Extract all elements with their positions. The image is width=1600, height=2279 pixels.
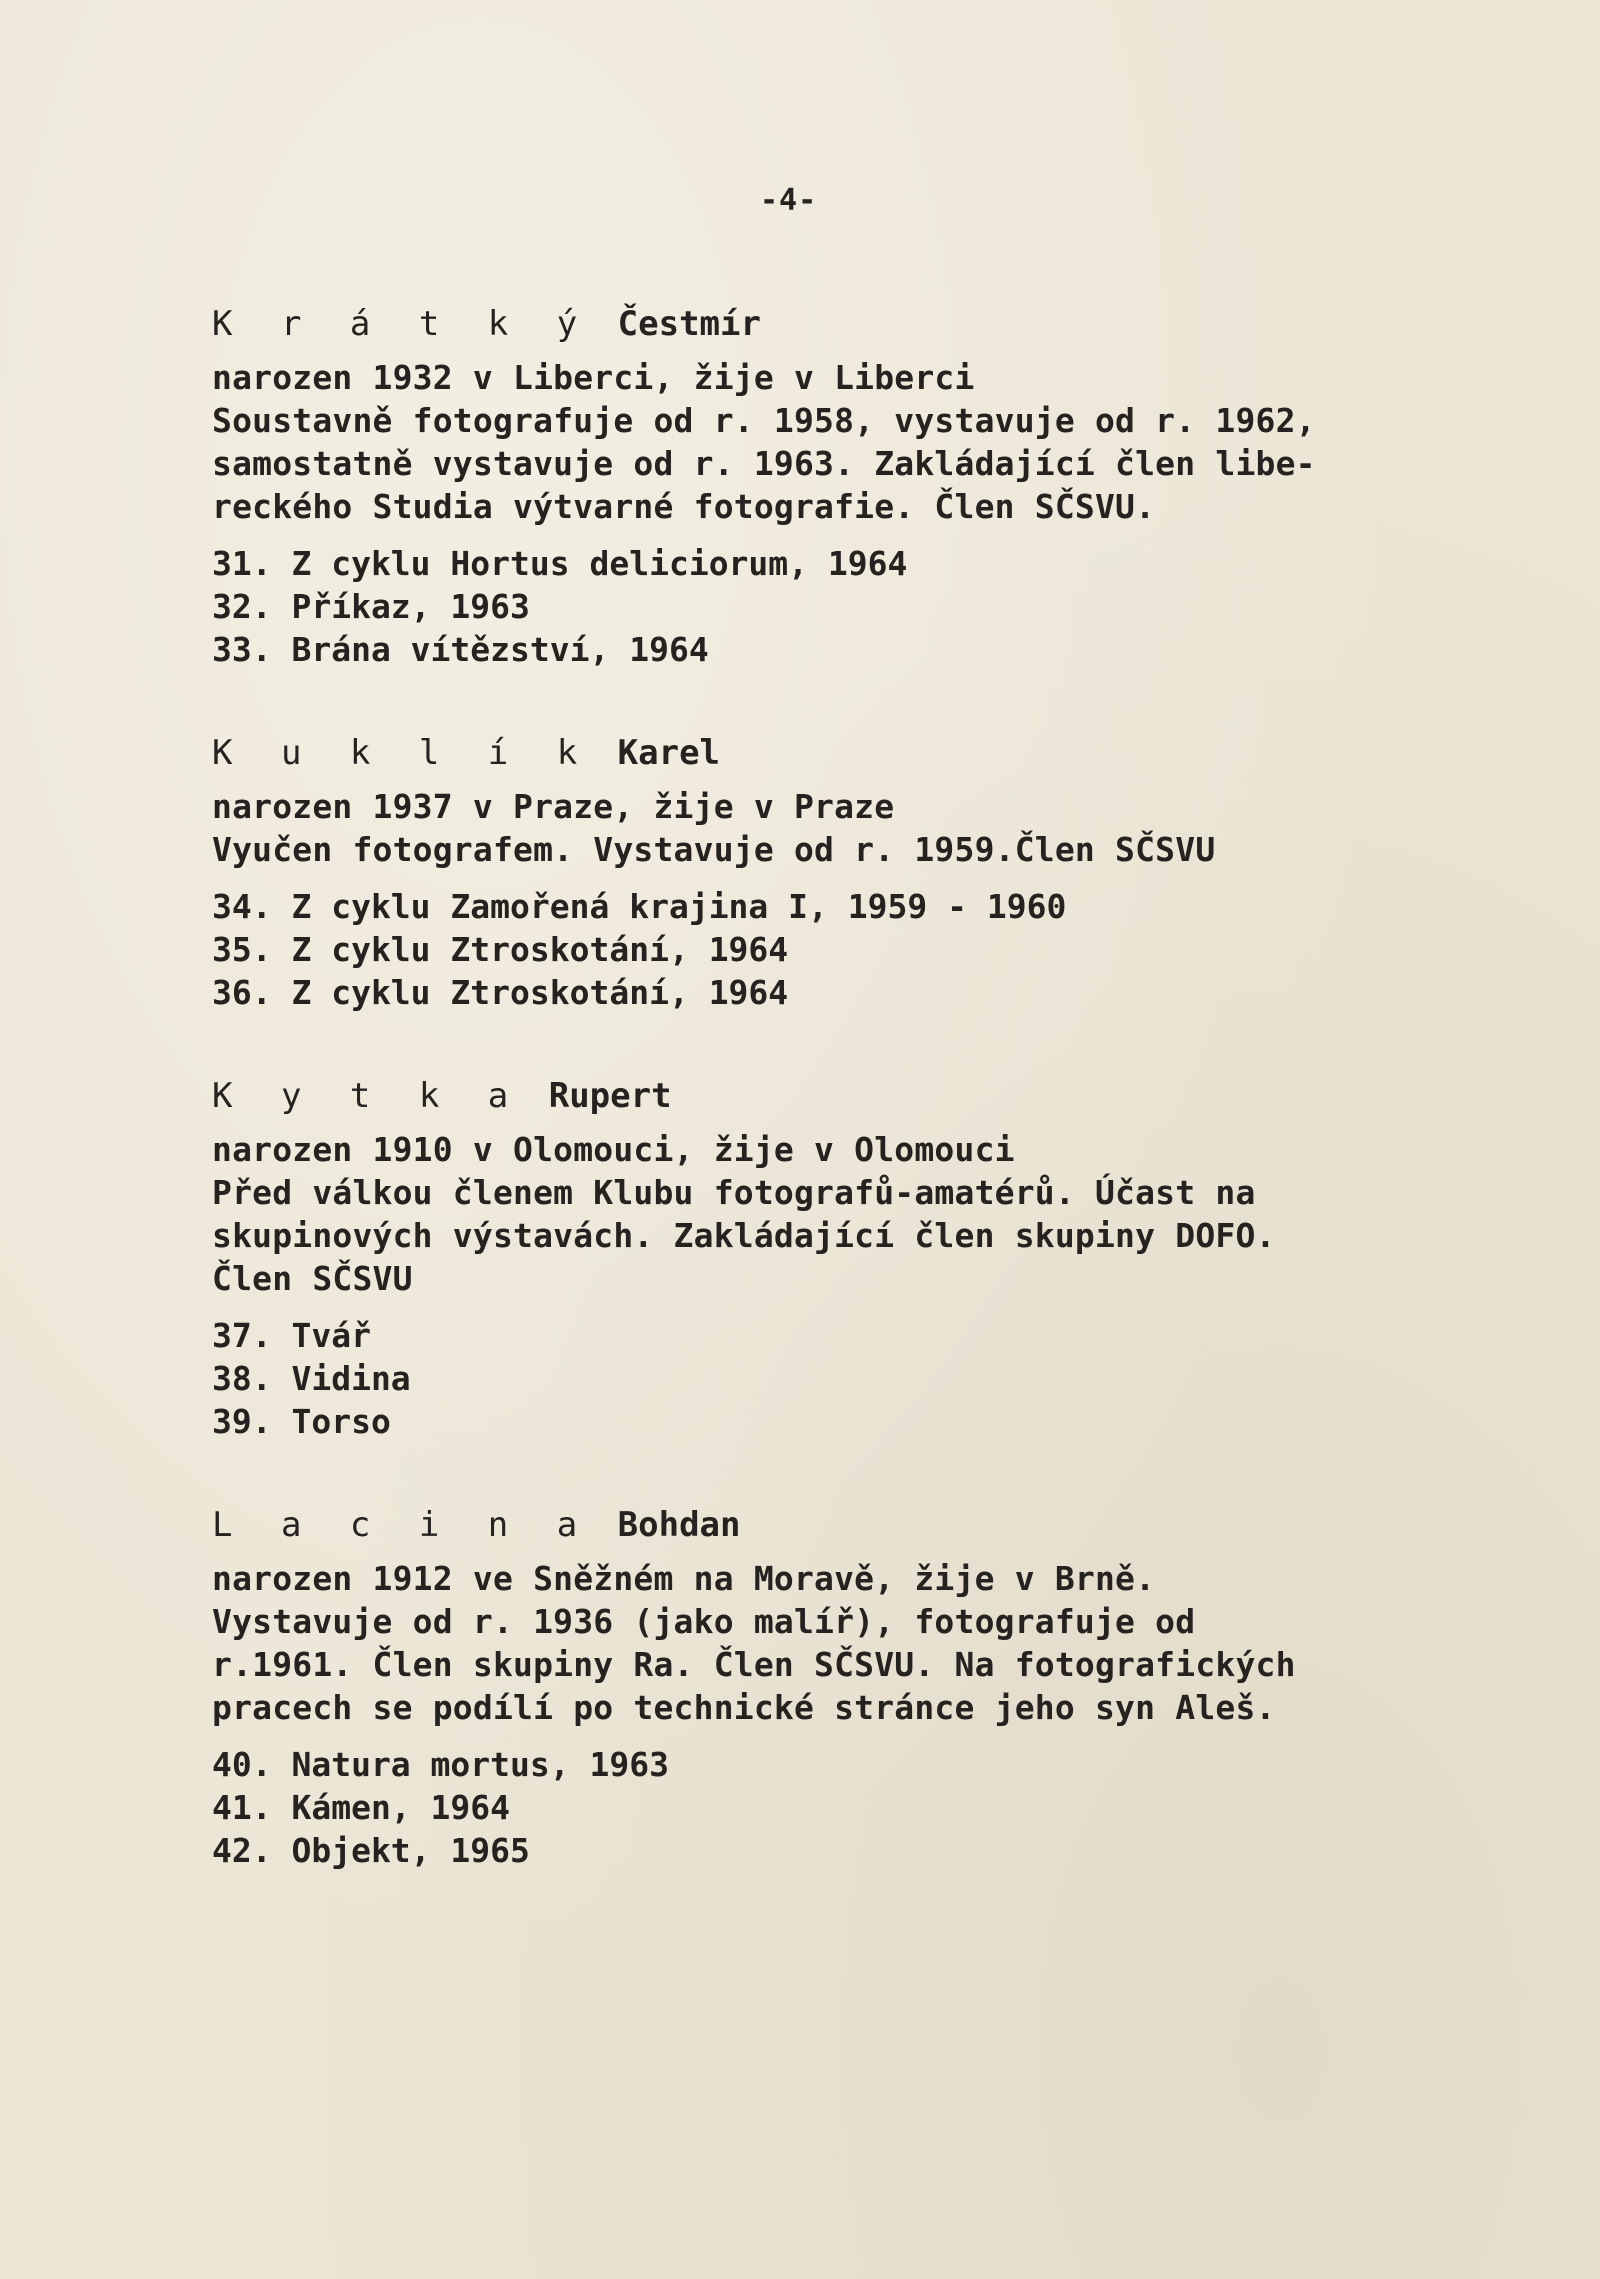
bio-line: reckého Studia výtvarné fotografie. Člen SČSVU. <box>212 487 1156 526</box>
works-list <box>212 885 1552 1014</box>
author-name <box>212 729 1552 777</box>
work-item: 34. Z cyklu Zamořená krajina I, 1959 - 1960 <box>212 887 1067 926</box>
author-firstname: Čestmír <box>617 304 761 344</box>
bio-line: narozen 1937 v Praze, žije v Praze <box>212 787 895 826</box>
work-item: 37. Tvář <box>212 1316 371 1355</box>
work-item: 35. Z cyklu Ztroskotání, 1964 <box>212 930 789 969</box>
bio-line: Před válkou členem Klubu fotografů-amatérů. Účast na <box>212 1173 1256 1212</box>
author-name <box>212 300 1552 348</box>
author-biography <box>212 1557 1552 1729</box>
author-entry <box>212 1501 1552 1872</box>
author-surname: K y t k a <box>212 1076 523 1116</box>
bio-line: pracech se podílí po technické stránce jeho syn Aleš. <box>212 1688 1276 1727</box>
author-name <box>212 1072 1552 1120</box>
work-item: 33. Brána vítězství, 1964 <box>212 630 709 669</box>
author-surname: K u k l í k <box>212 733 592 773</box>
author-entry <box>212 729 1552 1014</box>
bio-line: Soustavně fotografuje od r. 1958, vystavuje od r. 1962, <box>212 401 1316 440</box>
work-item: 40. Natura mortus, 1963 <box>212 1745 669 1784</box>
author-entry <box>212 1072 1552 1443</box>
author-name <box>212 1501 1552 1549</box>
work-item: 36. Z cyklu Ztroskotání, 1964 <box>212 973 789 1012</box>
bio-line: narozen 1932 v Liberci, žije v Liberci <box>212 358 975 397</box>
bio-line: Vystavuje od r. 1936 (jako malíř), fotografuje od <box>212 1602 1196 1641</box>
bio-line: Vyučen fotografem. Vystavuje od r. 1959.Člen SČSVU <box>212 830 1216 869</box>
author-biography <box>212 1128 1552 1300</box>
bio-line: r.1961. Člen skupiny Ra. Člen SČSVU. Na fotografických <box>212 1645 1296 1684</box>
bio-line: samostatně vystavuje od r. 1963. Zakládající člen libe- <box>212 444 1316 483</box>
author-entry <box>212 300 1552 671</box>
author-surname: K r á t k ý <box>212 304 592 344</box>
work-item: 42. Objekt, 1965 <box>212 1831 530 1870</box>
page-number: -4- <box>760 183 818 218</box>
bio-line: skupinových výstavách. Zakládající člen skupiny DOFO. <box>212 1216 1276 1255</box>
author-biography <box>212 785 1552 871</box>
works-list <box>212 1743 1552 1872</box>
author-firstname: Bohdan <box>617 1505 741 1545</box>
author-firstname: Karel <box>617 733 721 773</box>
work-item: 39. Torso <box>212 1402 391 1441</box>
catalog-entries <box>212 300 1552 1930</box>
author-biography <box>212 356 1552 528</box>
work-item: 41. Kámen, 1964 <box>212 1788 511 1827</box>
author-firstname: Rupert <box>548 1076 672 1116</box>
works-list <box>212 1314 1552 1443</box>
work-item: 31. Z cyklu Hortus deliciorum, 1964 <box>212 544 908 583</box>
work-item: 32. Příkaz, 1963 <box>212 587 530 626</box>
work-item: 38. Vidina <box>212 1359 411 1398</box>
bio-line: Člen SČSVU <box>212 1259 413 1298</box>
bio-line: narozen 1910 v Olomouci, žije v Olomouci <box>212 1130 1015 1169</box>
bio-line: narozen 1912 ve Sněžném na Moravě, žije v Brně. <box>212 1559 1156 1598</box>
author-surname: L a c i n a <box>212 1505 592 1545</box>
works-list <box>212 542 1552 671</box>
